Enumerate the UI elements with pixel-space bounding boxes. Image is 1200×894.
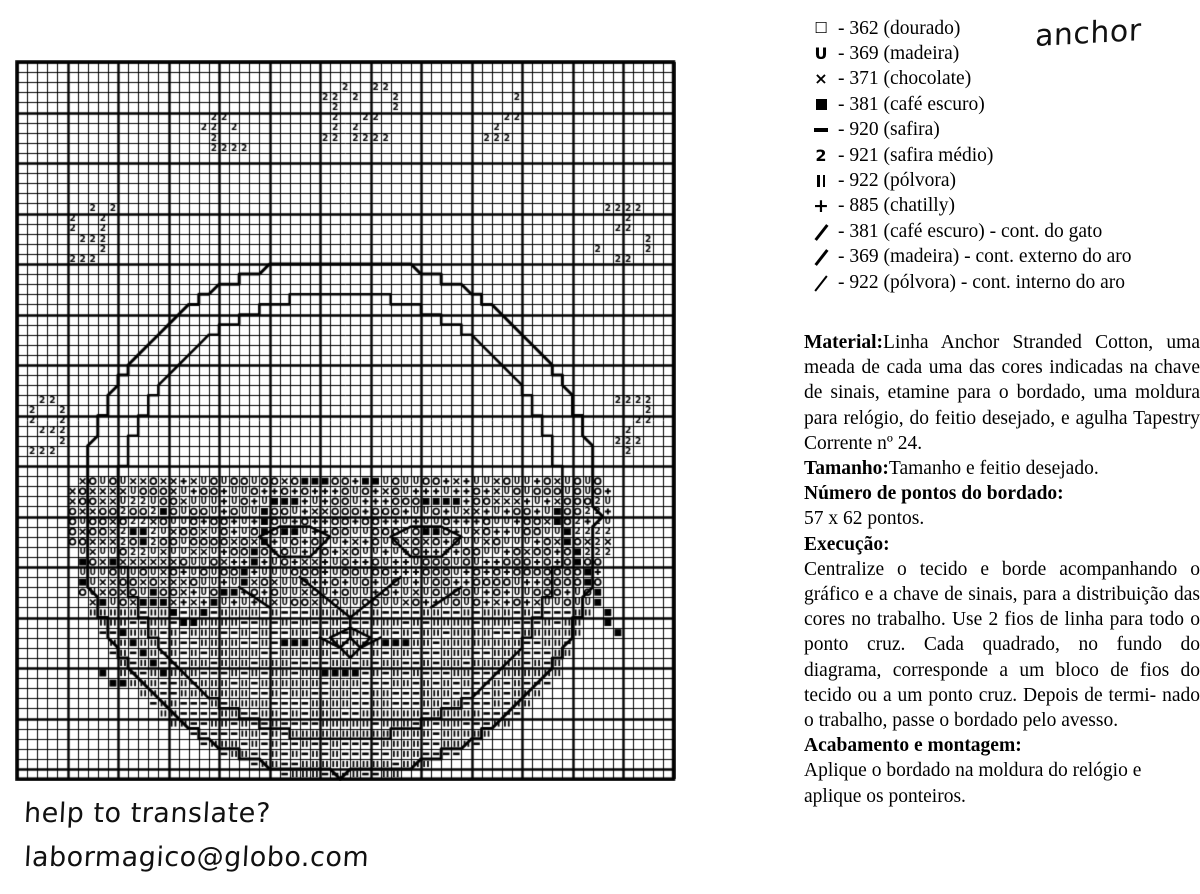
execution-label-paragraph bbox=[804, 532, 1200, 557]
chart-canvas bbox=[15, 60, 676, 781]
legend-row bbox=[804, 168, 1200, 193]
legend-row bbox=[804, 92, 1200, 117]
handwritten-note bbox=[24, 792, 444, 880]
size-body: Tamanho e feitio desejado. bbox=[888, 458, 1099, 480]
stitches-label-paragraph bbox=[804, 481, 1200, 506]
legend-label: - 369 (madeira) - cont. externo do aro bbox=[838, 246, 1132, 268]
legend-and-instructions-panel bbox=[770, 0, 1200, 894]
backstitch-slash-icon bbox=[804, 275, 838, 291]
legend-row bbox=[804, 118, 1200, 143]
legend-row bbox=[804, 194, 1200, 219]
legend-row bbox=[804, 67, 1200, 92]
chart-grid bbox=[15, 60, 676, 781]
anchor-brand-handwritten: anchor bbox=[1034, 12, 1142, 55]
legend-label: - 920 (safira) bbox=[838, 119, 940, 141]
u-letter-icon: U bbox=[814, 44, 828, 64]
stitches-body-paragraph: 57 x 62 pontos. bbox=[804, 508, 925, 530]
double-bar-icon bbox=[804, 175, 838, 187]
finishing-body-paragraph: Aplique o bordado na moldura do relógio e aplique os ponteiros. bbox=[804, 760, 1142, 807]
finishing-label-paragraph bbox=[804, 733, 1200, 758]
legend-label: - 922 (pólvora) - cont. interno do aro bbox=[838, 271, 1125, 293]
stitches-label: Número de pontos do bordado: bbox=[804, 483, 1064, 505]
dash-icon bbox=[804, 128, 838, 132]
handwritten-line-2: labormagico@globo.com bbox=[23, 842, 371, 873]
material-paragraph bbox=[804, 330, 1200, 456]
backstitch-slash-icon bbox=[804, 249, 838, 265]
legend-label: - 369 (madeira) bbox=[838, 43, 960, 65]
filled-square-icon bbox=[804, 99, 838, 110]
material-body: Linha Anchor Stranded Cotton, uma meada de cada uma das cores indicadas na chave de sinais, etamine para o bordado, uma moldura para relógio, do feitio desejado, e agulha Tapestry Corrente nº 24. bbox=[804, 332, 1200, 454]
material-label: Material: bbox=[804, 332, 884, 353]
legend-row bbox=[804, 219, 1200, 244]
x-cross-icon: × bbox=[814, 69, 828, 89]
digit-two-icon: 2 bbox=[815, 145, 827, 165]
legend-label: - 371 (chocolate) bbox=[838, 68, 972, 90]
instructions-block bbox=[804, 330, 1200, 809]
backstitch-slash-icon bbox=[804, 224, 838, 240]
legend-label: - 921 (safira médio) bbox=[838, 144, 994, 166]
execution-label: Execução: bbox=[804, 533, 890, 555]
legend-label: - 922 (pólvora) bbox=[838, 170, 957, 192]
legend-row bbox=[804, 16, 1200, 41]
size-label: Tamanho: bbox=[804, 458, 889, 480]
legend-row bbox=[804, 143, 1200, 168]
execution-body-paragraph: Centralize o tecido e borde acompanhando o gráfico e a chave de sinais, para a distribuição das cores no trabalho. Use 2 fios de linha para todo o ponto cruz. Cada quadrado, no fundo do diagrama, corresponde a um bloco de fios do tecido ou a um ponto cruz. Depois de termi- nado o trabalho, passe o bordado pelo avesso. bbox=[804, 558, 1200, 732]
handwritten-line-1: help to translate? bbox=[23, 798, 272, 829]
legend-row bbox=[804, 41, 1200, 66]
legend-label: - 885 (chatilly) bbox=[838, 195, 955, 217]
legend-row bbox=[804, 245, 1200, 270]
legend-label: - 381 (café escuro) bbox=[838, 93, 985, 115]
legend-label: - 362 (dourado) bbox=[838, 17, 961, 39]
color-key-legend bbox=[804, 16, 1200, 295]
legend-row bbox=[804, 270, 1200, 295]
plus-icon: + bbox=[813, 194, 829, 217]
square-outline-icon: ☐ bbox=[814, 19, 828, 38]
size-paragraph bbox=[804, 456, 1200, 481]
legend-label: - 381 (café escuro) - cont. do gato bbox=[838, 220, 1103, 242]
finishing-label: Acabamento e montagem: bbox=[804, 735, 1022, 757]
